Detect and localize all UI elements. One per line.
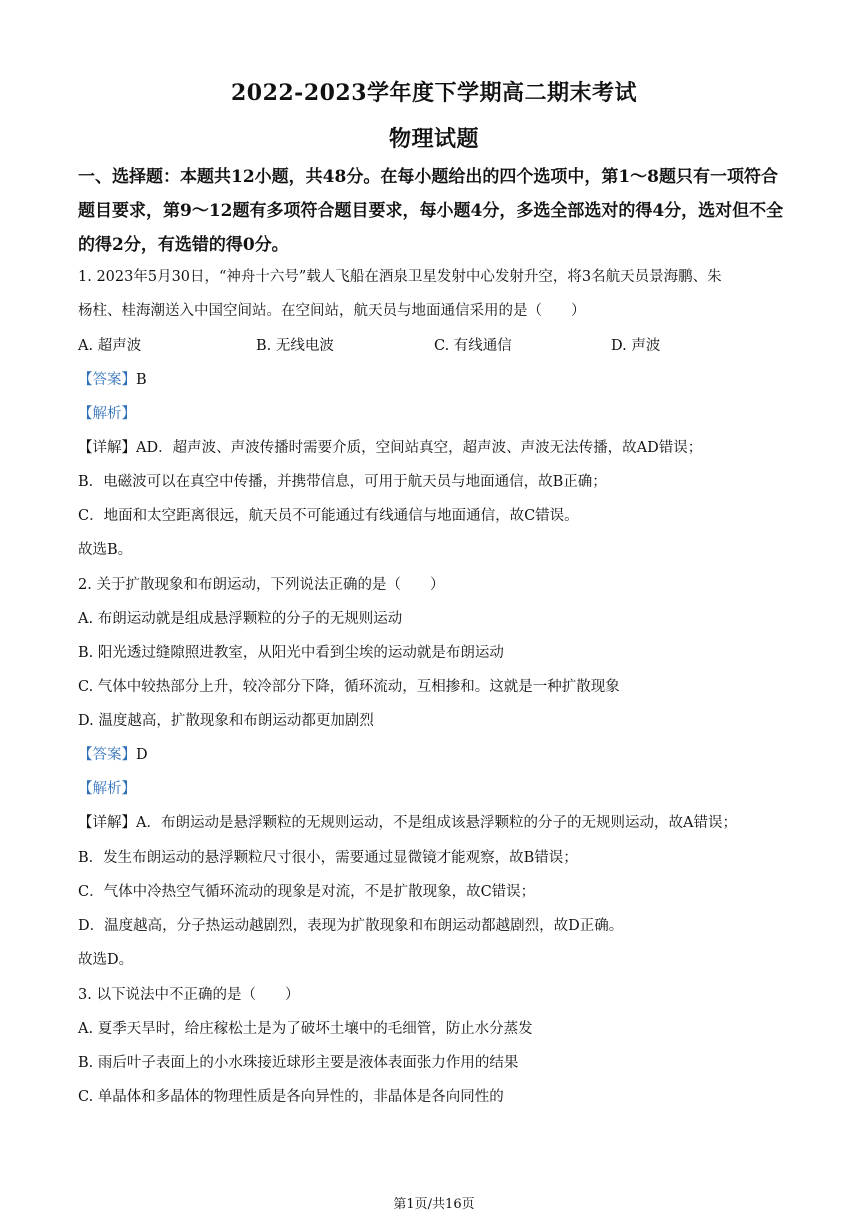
q3-option-c: C. 单晶体和多晶体的物理性质是各向异性的，非晶体是各向同性的 bbox=[78, 1089, 504, 1105]
answer-tag: 【答案】 bbox=[78, 747, 136, 763]
detail-tag: 【详解】 bbox=[78, 440, 136, 456]
section-header: 一、选择题：本题共12小题，共48分。在每小题给出的四个选项中，第1～8题只有一项符合题目要求，第9～12题有多项符合题目要求，每小题4分，多选全部选对的得4分，选对但不全的得2分，有选错的得0分。 bbox=[78, 167, 784, 255]
q1-stem-line2: 杨柱、桂海潮送入中国空间站。在空间站，航天员与地面通信采用的是（ ） bbox=[78, 303, 586, 319]
q1-detail-2: B．电磁波可以在真空中传播，并携带信息，可用于航天员与地面通信，故B正确； bbox=[78, 474, 607, 490]
q2-detail-3: C．气体中冷热空气循环流动的现象是对流，不是扩散现象，故C错误； bbox=[78, 884, 536, 900]
q1-analysis bbox=[78, 404, 798, 424]
q1-option-a: A. 超声波 bbox=[78, 338, 142, 354]
q1-answer bbox=[78, 370, 798, 390]
q3-option-b: B. 雨后叶子表面上的小水珠接近球形主要是液体表面张力作用的结果 bbox=[78, 1055, 519, 1071]
q3-option-a: A. 夏季天旱时，给庄稼松土是为了破坏土壤中的毛细管，防止水分蒸发 bbox=[78, 1021, 533, 1037]
q1-option-c: C. 有线通信 bbox=[434, 338, 512, 354]
detail-text: AD．超声波、声波传播时需要介质，空间站真空，超声波、声波无法传播，故AD错误； bbox=[136, 440, 703, 456]
analysis-tag: 【解析】 bbox=[78, 781, 136, 797]
exam-title: 2022-2023学年度下学期高二期末考试 bbox=[230, 80, 638, 106]
q2-detail-2: B．发生布朗运动的悬浮颗粒尺寸很小，需要通过显微镜才能观察，故B错误； bbox=[78, 850, 578, 866]
q2-stem: 2. 关于扩散现象和布朗运动，下列说法正确的是（ ） bbox=[78, 577, 445, 593]
detail-text: A．布朗运动是悬浮颗粒的无规则运动，不是组成该悬浮颗粒的分子的无规则运动，故A错误； bbox=[136, 815, 737, 831]
q1-option-b: B. 无线电波 bbox=[256, 338, 334, 354]
q2-detail-4: D．温度越高，分子热运动越剧烈，表现为扩散现象和布朗运动都越剧烈，故D正确。 bbox=[78, 918, 624, 934]
exam-subtitle: 物理试题 bbox=[388, 126, 479, 152]
answer-tag: 【答案】 bbox=[78, 372, 136, 388]
q1-stem-line1: 1. 2023年5月30日，“神舟十六号”载人飞船在酒泉卫星发射中心发射升空，将3名航天员景海鹏、朱 bbox=[78, 269, 722, 285]
q2-option-c: C. 气体中较热部分上升，较冷部分下降，循环流动，互相掺和。这就是一种扩散现象 bbox=[78, 679, 620, 695]
q2-detail-1 bbox=[78, 813, 798, 833]
q1-option-d: D. 声波 bbox=[611, 338, 661, 354]
q2-answer bbox=[78, 745, 798, 765]
q3-stem: 3. 以下说法中不正确的是（ ） bbox=[78, 987, 300, 1003]
page-footer: 第1页/共16页 bbox=[393, 1197, 475, 1212]
q2-option-d: D. 温度越高，扩散现象和布朗运动都更加剧烈 bbox=[78, 713, 374, 729]
answer-value: B bbox=[136, 372, 147, 388]
detail-tag: 【详解】 bbox=[78, 815, 136, 831]
q1-conclusion: 故选B。 bbox=[78, 542, 133, 558]
q1-detail-1 bbox=[78, 438, 798, 458]
q2-analysis bbox=[78, 779, 798, 799]
q2-option-b: B. 阳光透过缝隙照进教室，从阳光中看到尘埃的运动就是布朗运动 bbox=[78, 645, 504, 661]
q2-conclusion: 故选D。 bbox=[78, 952, 134, 968]
q2-option-a: A. 布朗运动就是组成悬浮颗粒的分子的无规则运动 bbox=[78, 611, 403, 627]
answer-value: D bbox=[136, 747, 148, 763]
q1-detail-3: C．地面和太空距离很远，航天员不可能通过有线通信与地面通信，故C错误。 bbox=[78, 508, 579, 524]
analysis-tag: 【解析】 bbox=[78, 406, 136, 422]
